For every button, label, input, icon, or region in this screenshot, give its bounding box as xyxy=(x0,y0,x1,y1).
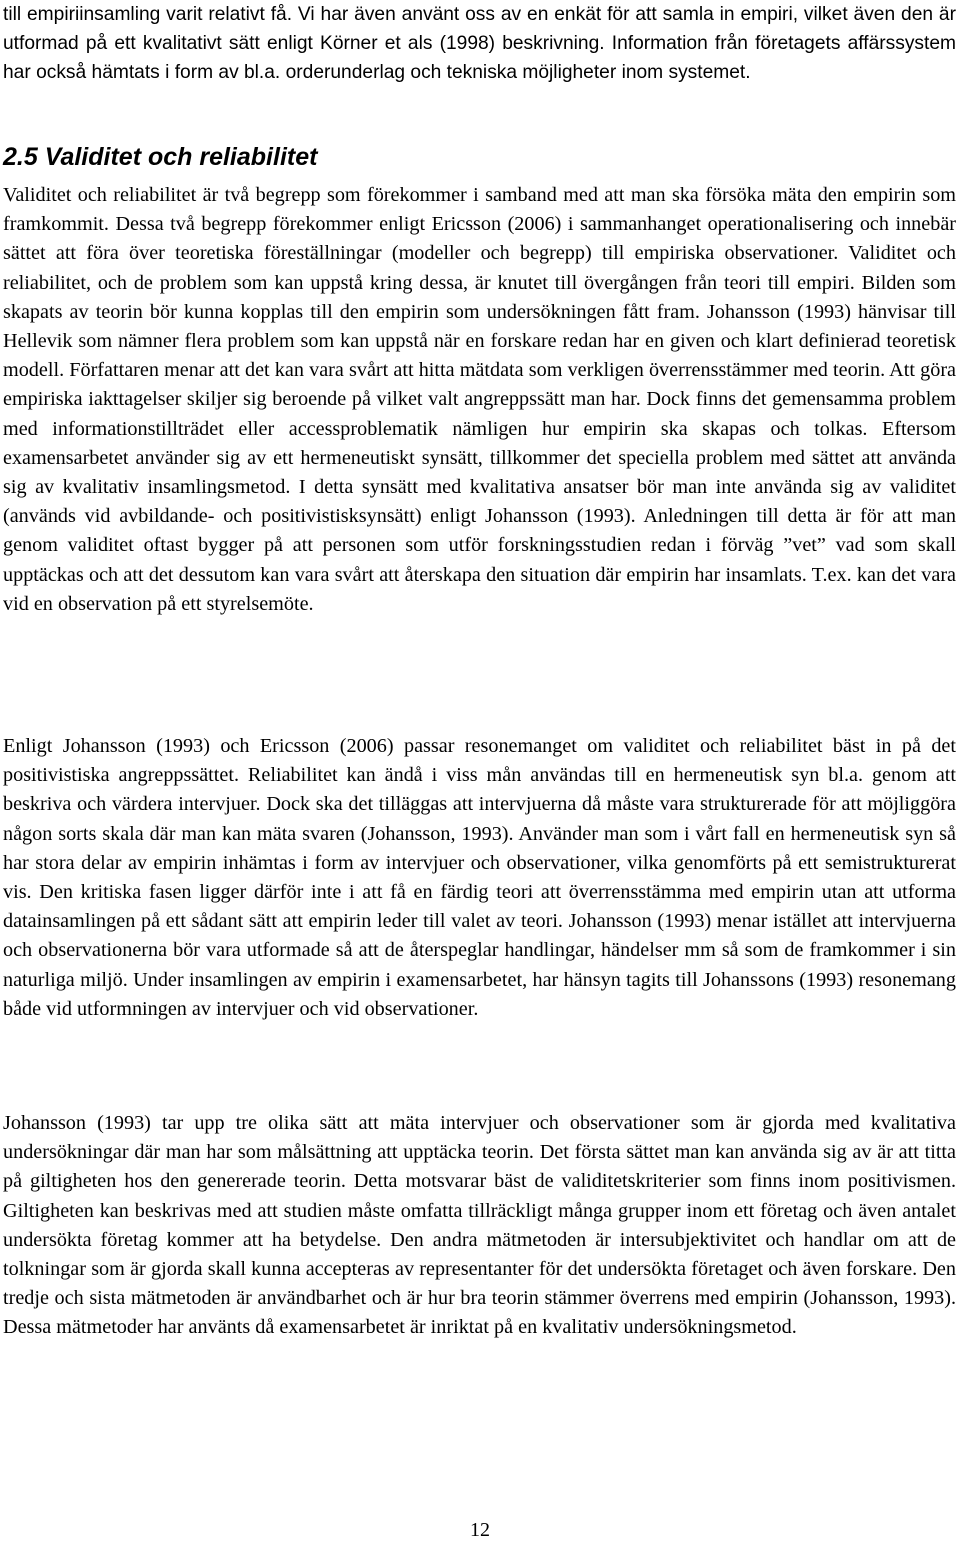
paragraph-1-text xyxy=(3,181,956,619)
paragraph-2-text: Enligt Johansson (1993) och Ericsson (2006) passar resonemanget om validitet och reliabilitet bäst in på det positivistiska angreppssättet. Reliabilitet kan ändå i viss mån användas till en hermeneutisk syn bl.a. genom att beskriva och värdera intervjuer. Dock ska det tilläggas att intervjuerna då måste vara strukturerade för att möjliggöra någon sorts skala där man kan mäta svaren (Johansson, 1993). Använder man som i vårt fall en hermeneutisk syn så har stora delar av empirin inhämtas i form av intervjuer och observationer, vilka genomförts på ett semistrukturerat vis. Den kritiska fasen ligger därför inte i att få en färdig teori att överrensstämma med empirin utan att utforma datainsamlingen på ett sådant sätt att empirin leder till valet av teori. Johansson (1993) menar istället att intervjuerna och observationerna bör vara utformade så att de återspeglar handlingar, händelser mm så som de framkommer i sin naturliga miljö. Under insamlingen av empirin i examensarbetet, har hänsyn tagits till Johanssons (1993) resonemang både vid utformningen av intervjuer och vid observationer. xyxy=(3,735,956,1020)
paragraph-3-text: Johansson (1993) tar upp tre olika sätt att mäta intervjuer och observationer som är gjorda med kvalitativa undersökningar där man har som målsättning att upptäcka teorin. Det första sättet man kan använda sig av är att titta på giltigheten hos den genererade teorin. Detta motsvarar bäst de validitetskriterier som finns inom positivismen. Giltigheten kan beskrivas med att studien måste omfatta tillräckligt många grupper inom ett företag och även antalet undersökta företag kommer att ha betydelse. Den andra mätmetoden är intersubjektivitet och handlar om att de tolkningar som är gjorda skall kunna accepteras av representanter för det undersökta företaget och även forskare. Den tredje och sista mätmetoden är användbarhet och är hur bra teorin stämmer överrens med empirin (Johansson, 1993). Dessa mätmetoder har använts då examensarbetet är inriktat på en kvalitativ undersökningsmetod. xyxy=(3,1112,956,1339)
intro-paragraph xyxy=(3,0,956,88)
page-number: 12 xyxy=(470,1519,490,1541)
paragraph-1 xyxy=(3,181,956,619)
intro-text: till empiriinsamling varit relativt få. Vi har även använt oss av en enkät för att samla in empiri, vilket även den är utformad på ett kvalitativt sätt enligt Körner et als (1998) beskrivning. Information från företagets affärssystem har också hämtats i form av bl.a. orderunderlag och tekniska möjligheter inom systemet. xyxy=(3,4,956,84)
paragraph-1-lead: Validitet och reliabilitet är två begrepp som förekommer i samband med att man ska försöka mäta den empirin som framkommit. xyxy=(3,184,956,236)
section-heading: 2.5 Validitet och reliabilitet xyxy=(3,143,318,171)
paragraph-2 xyxy=(3,732,956,1024)
paragraph-3 xyxy=(3,1109,956,1343)
paragraph-1-body: Dessa två begrepp förekommer enligt Ericsson (2006) i sammanhanget operationalisering och innebär sättet att föra över teoretiska föreställningar (modeller och begrepp) till empiriska observationer. Validitet och reliabilitet, och de problem som kan uppstå kring dessa, är knutet till övergången från teori till empiri. Bilden som skapats av teorin bör kunna kopplas till den empirin som undersökningen fått fram. Johansson (1993) hänvisar till Hellevik som nämner flera problem som kan uppstå när en forskare redan har en given och klart definierad teoretisk modell. Författaren menar att det kan vara svårt att hitta mätdata som verkligen överrensstämmer med teorin. Att göra empiriska iakttagelser skiljer sig beroende på vilket valt angreppssätt man har. Dock finns det gemensamma problem med informationstillträdet eller accessproblematik nämligen hur empirin ska skapas och tolkas. Eftersom examensarbetet använder sig av ett hermeneutiskt synsätt, tillkommer det speciella problem med sättet att använda sig av kvalitativ insamlingsmetod. I detta synsätt med kvalitativa ansatser bör man inte använda sig av validitet (används vid avbildande- och positivistisksynsätt) enligt Johansson (1993). Anledningen till detta är för att man genom validitet oftast bygger på att personen som utför forskningsstudien redan i förväg ”vet” vad som skall upptäckas och att det dessutom kan vara svårt att återskapa den situation där empirin har insamlats. T.ex. kan det vara vid en observation på ett styrelsemöte. xyxy=(3,213,956,615)
